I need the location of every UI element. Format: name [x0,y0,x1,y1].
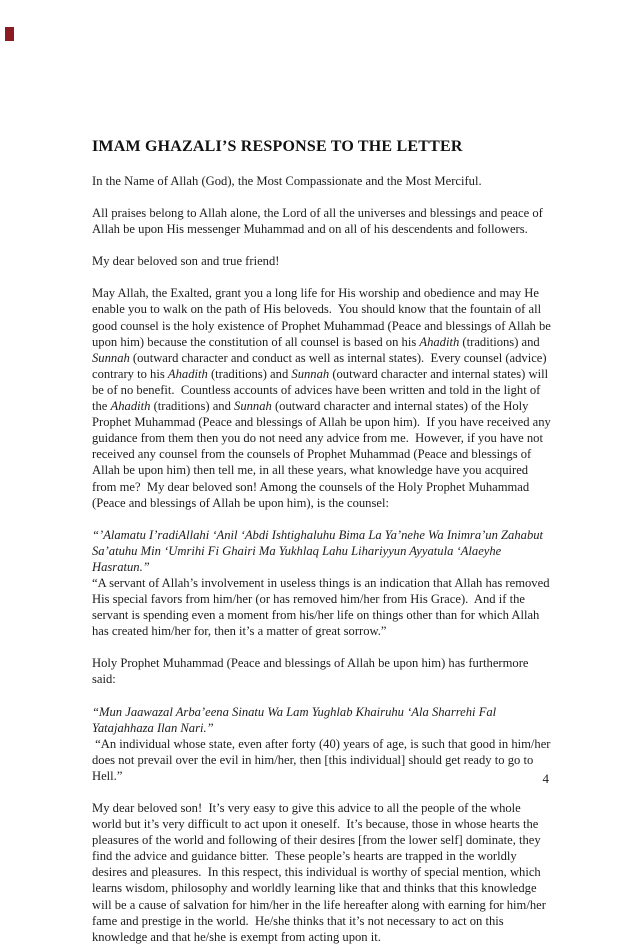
paragraph [92,253,552,269]
transliteration-text: Ahadith [110,399,151,414]
body-text: (traditions) and [207,366,292,381]
transliteration-text: Ahadith [419,334,460,349]
body-text: (traditions) and [150,399,235,414]
body-text: (traditions) and [459,334,543,349]
transliteration-text: Sunnah [234,399,272,414]
transliteration-text: “’Alamatu I’radiAllahi ‘Anil ‘Abdi Ishtighaluhu Bima La Ya’nehe Wa Inimra’un Zahabut Sa’atuhu Min ‘Umrihi Fi Ghairi Ma Yukhlaq Lahu Lihariyyun Ayyatula ‘Alaeyhe Hasratun.” [92,527,547,574]
body-text: In the Name of Allah (God), the Most Compassionate and the Most Merciful. [92,174,482,188]
page-number: 4 [542,771,549,786]
body-text: “A servant of Allah’s involvement in useless things is an indication that Allah has removed His special favors from him/her (or has removed him/her from His Grace). And if the servant is spending even a moment from his/her life on things other than for which Allah has created him/her for, then it’s a matter of great sorrow.” [92,575,553,639]
body-text: All praises belong to Allah alone, the Lord of all the universes and blessings and peace of Allah be upon His messenger Muhammad and on all of his descendents and followers. [92,206,546,237]
document-body [92,173,555,945]
paragraph [92,285,555,510]
transliteration-text: Sunnah [291,366,330,381]
paragraph [92,173,552,189]
paragraph [92,527,552,640]
transliteration-text: Ahadith [167,366,208,381]
paragraph [92,205,552,237]
body-text: Holy Prophet Muhammad (Peace and blessings of Allah be upon him) has furthermore said: [92,656,532,687]
document-title: IMAM GHAZALI’S RESPONSE TO THE LETTER [92,138,463,155]
body-text: (outward character and internal states) will be of no benefit. Countless accounts of advices have been written and told in the light of the [92,366,552,414]
paragraph [92,655,552,687]
transliteration-text: “Mun Jaawazal Arba’eena Sinatu Wa Lam Yughlab Khairuhu ‘Ala Sharrehi Fal Yatajahhaza Ilan Nari.” [92,704,500,735]
transliteration-text: Sunnah [92,350,130,365]
body-text: (outward character and conduct as well as internal states). Every counsel (advice) contrary to his [92,350,550,381]
body-text: My dear beloved son! It’s very easy to give this advice to all the people of the whole world but it’s very difficult to act upon it oneself. It’s because, those in whose hearts the pleasures of the world and following of their desires [from the lower self] dominate, they find the advice and guidance bitter. These people’s hearts are trapped in the worldly desires and pleasures. In this respect, this individual is worthy of special mention, which learns wisdom, philosophy and worldly learning like that and thinks that this knowledge will be a cause of salvation for him/her in the life hereafter along with earning for him/her fame and prestige in the world. He/she thinks that it’s not necessary to act on this knowledge and that he/she is exempt from acting upon it. [92,801,550,944]
body-text: May Allah, the Exalted, grant you a long life for His worship and obedience and may He enable you to walk on the path of His beloveds. You should know that the fountain of all good counsel is the holy existence of Prophet Muhammad (Peace and blessings of Allah be upon him) because the constitution of all counsel is based on his [92,286,555,349]
body-text: “An individual whose state, even after forty (40) years of age, is such that good in him/her does not prevail over the evil in him/her, then [this individual] should get ready to go to Hell.” [92,736,554,783]
body-text: My dear beloved son and true friend! [92,254,280,269]
text-column [92,138,555,945]
paragraph [92,800,552,945]
red-corner-marker [5,27,14,41]
body-text: (outward character and internal states) of the Holy Prophet Muhammad (Peace and blessings of Allah be upon him). If you have received any guidance from them then you do not need any advice from me. However, if you have not received any counsel from the counsels of Prophet Muhammad (Peace and blessings of Allah be upon him) then tell me, in all these years, what knowledge have you acquired from me? My dear beloved son! Among the counsels of the Holy Prophet Muhammad (Peace and blessings of Allah be upon him), is the counsel: [92,399,555,510]
